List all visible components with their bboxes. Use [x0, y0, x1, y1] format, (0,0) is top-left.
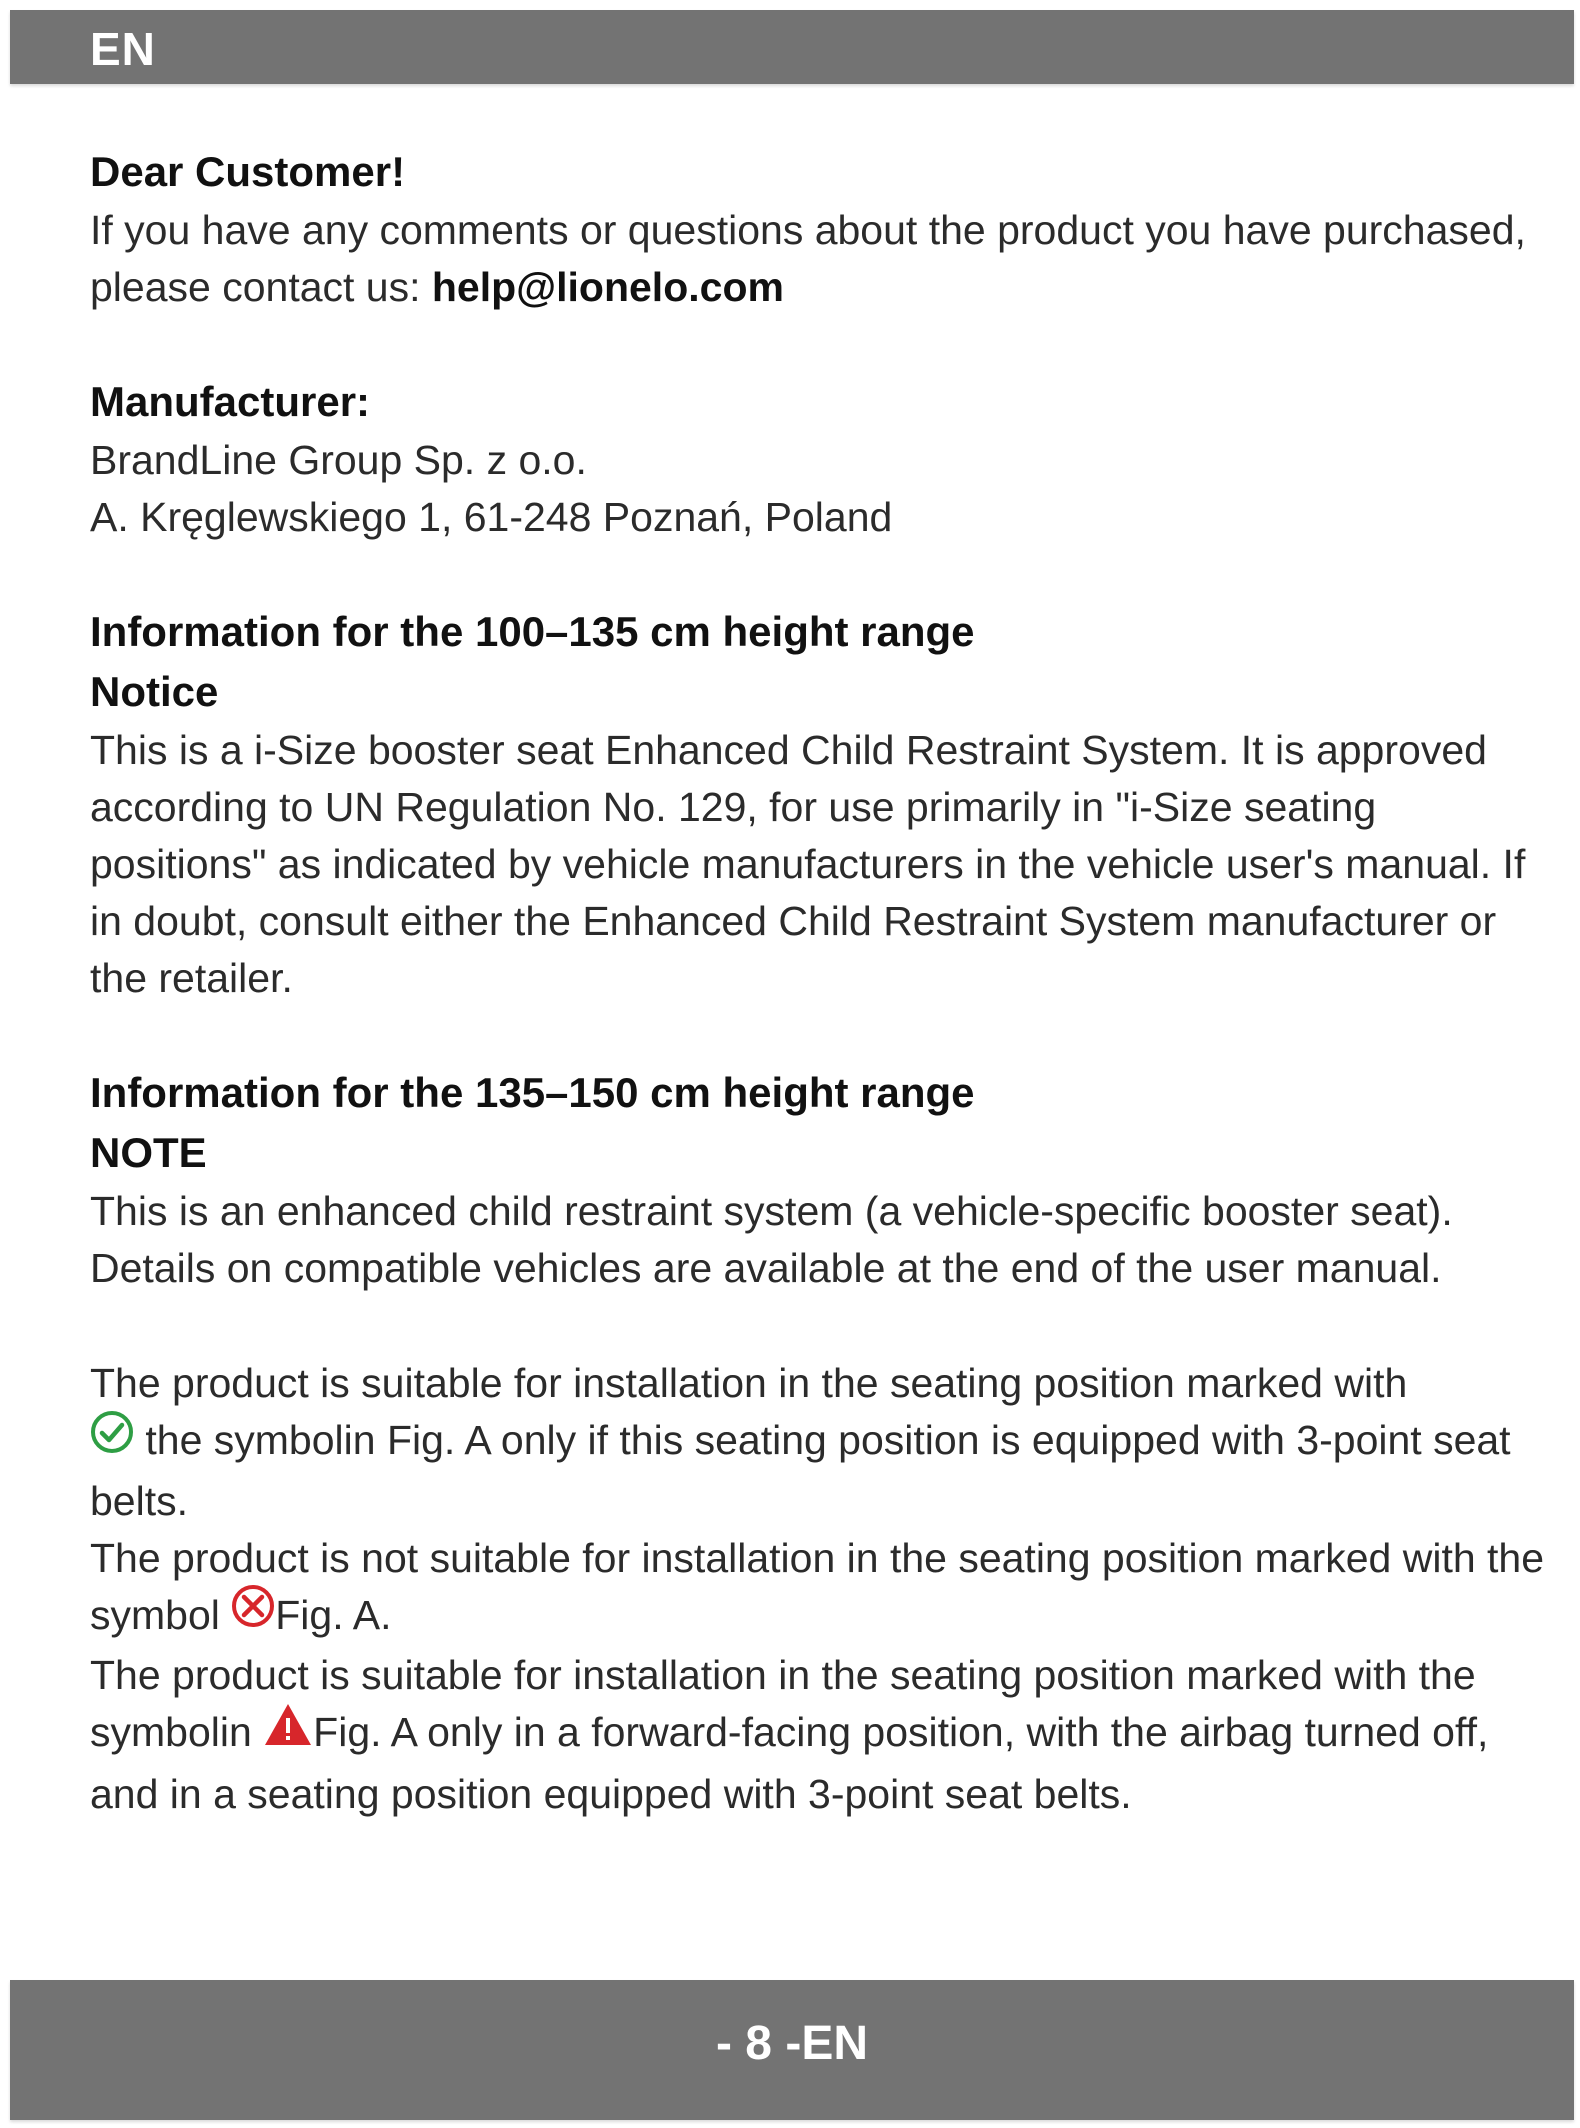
- install-forward-text-b: Fig. A only in a forward-facing position, with the airbag turned off, and in a seating position equipped with 3-point seat belts.: [90, 1709, 1489, 1818]
- install-forward-paragraph: [90, 1647, 1550, 1823]
- range2-text: This is an enhanced child restraint system (a vehicle-specific booster seat). Details on compatible vehicles are available at the end of the user manual.: [90, 1188, 1453, 1291]
- cross-circle-icon: [231, 1584, 275, 1643]
- install-not-suitable-paragraph: [90, 1530, 1550, 1648]
- contact-text: If you have any comments or questions about the product you have purchased, please contact us:: [90, 207, 1526, 310]
- warning-triangle-icon: [263, 1701, 313, 1762]
- page-footer: [10, 1980, 1574, 2120]
- range2-heading: Information for the 135–150 cm height range: [90, 1069, 975, 1116]
- install-not-suitable-text-b: Fig. A.: [275, 1591, 392, 1638]
- install-suitable-text-b: the symbolin Fig. A only if this seating position is equipped with 3-point seat belts.: [90, 1417, 1511, 1524]
- contact-paragraph: [90, 202, 1550, 316]
- manufacturer-name: BrandLine Group Sp. z o.o.: [90, 437, 587, 483]
- range1-subheading: Notice: [90, 668, 219, 715]
- language-code: EN: [90, 23, 156, 75]
- contact-email: help@lionelo.com: [431, 264, 784, 310]
- range1-heading: Information for the 100–135 cm height range: [90, 608, 975, 655]
- manufacturer-address: A. Kręglewskiego 1, 61-248 Poznań, Poland: [90, 494, 893, 540]
- page-number: - 8 -EN: [715, 2017, 868, 2070]
- page-content: [90, 142, 1550, 1823]
- range1-text: This is a i-Size booster seat Enhanced Child Restraint System. It is approved according to UN Regulation No. 129, for use primarily in "i-Size seating positions" as indicated by vehicle manufacturers in the vehicle user's manual. If in doubt, consult either the Enhanced Child Restraint System manufacturer or the retailer.: [90, 727, 1526, 1001]
- install-suitable-text-a: The product is suitable for installation in the seating position marked with: [90, 1360, 1408, 1406]
- contact-heading: Dear Customer!: [90, 148, 406, 195]
- install-forward-text-a: The product is suitable for installation in the seating position marked with the symbolin: [90, 1652, 1476, 1756]
- install-suitable-paragraph: [90, 1355, 1550, 1530]
- check-circle-icon: [90, 1410, 134, 1469]
- page-header: [10, 10, 1574, 84]
- install-not-suitable-text-a: The product is not suitable for installation in the seating position marked with the symbol: [90, 1534, 1545, 1638]
- manufacturer-heading: Manufacturer:: [90, 378, 371, 425]
- range2-subheading: NOTE: [90, 1129, 207, 1176]
